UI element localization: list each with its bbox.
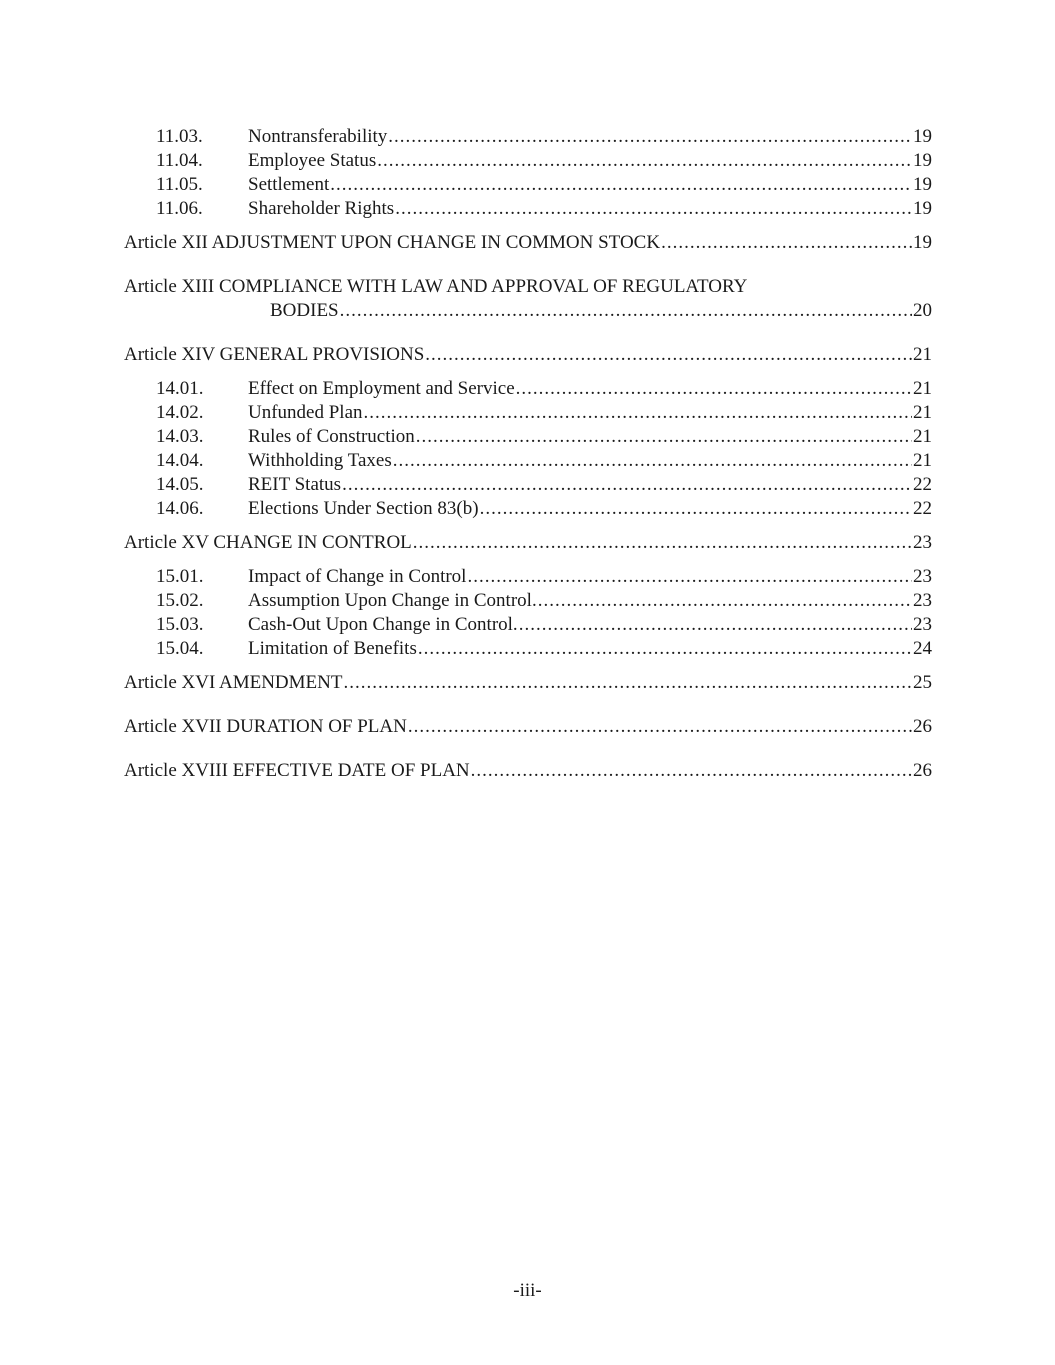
section-number: 11.05. (156, 174, 203, 195)
dot-leader (471, 759, 912, 783)
page-number: 23 (913, 566, 932, 587)
page-number: 25 (913, 672, 932, 693)
toc-article-row-xvi[interactable] (124, 671, 932, 695)
article-title: Article XII ADJUSTMENT UPON CHANGE IN COMMON STOCK (124, 232, 661, 253)
dot-leader (342, 473, 912, 497)
toc-section-row[interactable] (124, 197, 932, 221)
page-number: 20 (913, 300, 932, 321)
section-number: 15.03. (156, 614, 204, 635)
dot-leader (538, 589, 912, 613)
section-number: 15.02. (156, 590, 204, 611)
dot-leader (416, 425, 912, 449)
section-number: 14.03. (156, 426, 204, 447)
page-number: 19 (913, 198, 932, 219)
section-number: 14.04. (156, 450, 204, 471)
section-title: Cash-Out Upon Change in Control. (248, 614, 518, 635)
page-number: 26 (913, 760, 932, 781)
section-title: Nontransferability (248, 126, 388, 147)
section-title: Shareholder Rights (248, 198, 395, 219)
section-number: 14.05. (156, 474, 204, 495)
toc-section-row[interactable] (124, 377, 932, 401)
section-title: Assumption Upon Change in Control. (248, 590, 537, 611)
section-number: 14.06. (156, 498, 204, 519)
dot-leader (408, 715, 912, 739)
section-title: Rules of Construction (248, 426, 415, 447)
section-number: 14.02. (156, 402, 204, 423)
dot-leader (661, 231, 912, 255)
toc-section-row[interactable] (124, 613, 932, 637)
page-number: 22 (913, 498, 932, 519)
toc-article-row-xviii[interactable] (124, 759, 932, 783)
section-title: Effect on Employment and Service (248, 378, 515, 399)
section-number: 15.01. (156, 566, 204, 587)
article-title-line2: BODIES (270, 300, 339, 321)
section-number: 11.06. (156, 198, 203, 219)
dot-leader (377, 149, 912, 173)
section-title: REIT Status (248, 474, 342, 495)
section-title: Unfunded Plan (248, 402, 363, 423)
page-number: 21 (913, 426, 932, 447)
page-footer-number: -iii- (513, 1280, 542, 1301)
toc-article-row-xiv[interactable] (124, 343, 932, 367)
section-number: 15.04. (156, 638, 204, 659)
dot-leader (413, 531, 912, 555)
dot-leader (480, 497, 912, 521)
dot-leader (364, 401, 912, 425)
dot-leader (395, 197, 912, 221)
section-number: 11.04. (156, 150, 203, 171)
dot-leader (340, 299, 912, 323)
toc-section-row[interactable] (124, 149, 932, 173)
page-number: 23 (913, 590, 932, 611)
page-number: 19 (913, 150, 932, 171)
toc-section-row[interactable] (124, 173, 932, 197)
section-title: Elections Under Section 83(b) (248, 498, 479, 519)
toc-article-row-xv[interactable] (124, 531, 932, 555)
dot-leader (467, 565, 912, 589)
page-number: 21 (913, 344, 932, 365)
page-number: 21 (913, 402, 932, 423)
article-title: Article XV CHANGE IN CONTROL (124, 532, 412, 553)
section-title: Employee Status (248, 150, 377, 171)
section-title: Settlement (248, 174, 330, 195)
table-of-contents (124, 125, 932, 783)
section-number: 14.01. (156, 378, 204, 399)
article-title-line1: Article XIII COMPLIANCE WITH LAW AND APPROVAL OF REGULATORY (124, 276, 748, 297)
dot-leader (516, 377, 912, 401)
dot-leader (388, 125, 912, 149)
toc-article-row-xiii[interactable] (124, 275, 932, 323)
page-number: 21 (913, 450, 932, 471)
dot-leader (330, 173, 912, 197)
toc-section-row[interactable] (124, 449, 932, 473)
toc-article-row-xvii[interactable] (124, 715, 932, 739)
dot-leader (418, 637, 912, 661)
dot-leader (343, 671, 912, 695)
toc-section-row[interactable] (124, 589, 932, 613)
article-title: Article XVII DURATION OF PLAN (124, 716, 407, 737)
section-title: Limitation of Benefits (248, 638, 417, 659)
toc-section-row[interactable] (124, 401, 932, 425)
toc-article-row-xii[interactable] (124, 231, 932, 255)
article-title: Article XIV GENERAL PROVISIONS (124, 344, 425, 365)
dot-leader (519, 613, 912, 637)
section-title: Impact of Change in Control (248, 566, 467, 587)
dot-leader (393, 449, 912, 473)
section-number: 11.03. (156, 126, 203, 147)
page-number: 24 (913, 638, 932, 659)
toc-section-row[interactable] (124, 637, 932, 661)
toc-section-row[interactable] (124, 473, 932, 497)
dot-leader (425, 343, 912, 367)
article-title: Article XVIII EFFECTIVE DATE OF PLAN (124, 760, 470, 781)
page-number: 23 (913, 614, 932, 635)
page-number: 19 (913, 126, 932, 147)
article-title: Article XVI AMENDMENT (124, 672, 343, 693)
page-number: 19 (913, 174, 932, 195)
page-number: 21 (913, 378, 932, 399)
page-number: 23 (913, 532, 932, 553)
page-number: 19 (913, 232, 932, 253)
toc-section-row[interactable] (124, 565, 932, 589)
toc-section-row[interactable] (124, 497, 932, 521)
toc-section-row[interactable] (124, 425, 932, 449)
toc-section-row[interactable] (124, 125, 932, 149)
page-number: 26 (913, 716, 932, 737)
page-number: 22 (913, 474, 932, 495)
section-title: Withholding Taxes (248, 450, 392, 471)
